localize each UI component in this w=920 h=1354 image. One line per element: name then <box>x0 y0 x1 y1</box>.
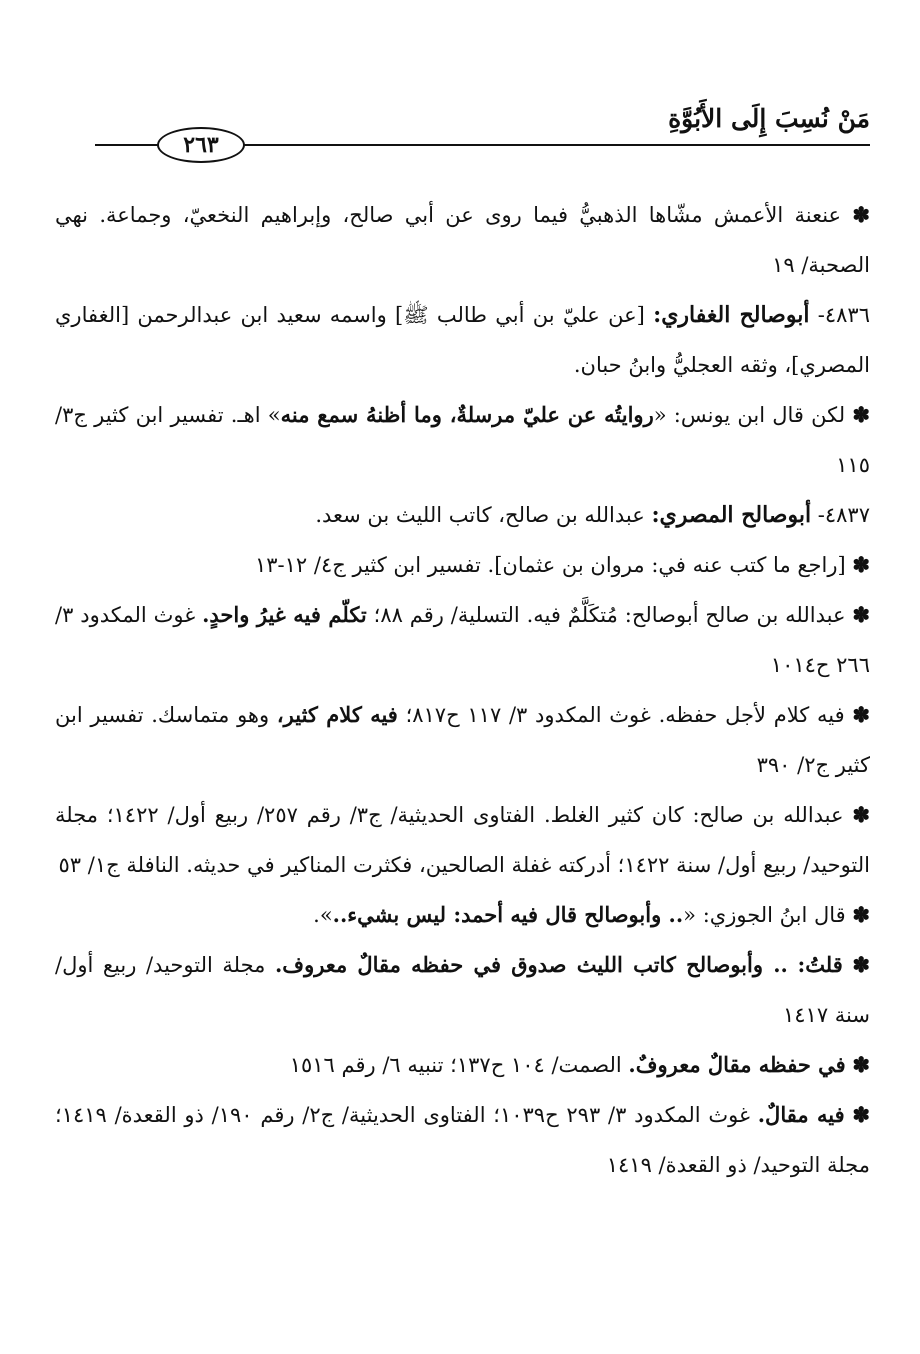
paragraph-text: فيه كلام لأجل حفظه. غوث المكدود ٣/ ١١٧ ح٨١٧؛ <box>405 703 845 727</box>
paragraph-8 <box>55 790 870 890</box>
entry-number: ٤٨٣٦- <box>817 303 870 327</box>
entry-number: ٤٨٣٧- <box>817 503 870 527</box>
page-body <box>55 190 870 1190</box>
entry-text: [عن عليّ بن أبي طالب ﷺ] واسمه سعيد ابن عبدالرحمن [الغفاري المصري]، وثقه العجليُّ وابنُ حبان. <box>55 303 870 377</box>
paragraph-10 <box>55 940 870 1040</box>
entry-4837 <box>55 490 870 540</box>
entry-4836 <box>55 290 870 390</box>
paragraph-text: ». <box>313 903 333 927</box>
star-bullet-icon: ✽ <box>852 902 870 927</box>
bold-text: .. وأبوصالح كاتب الليث صدوق في حفظه مقالٌ معروف. <box>275 952 788 977</box>
paragraph-text: الصمت/ ١٠٤ ح١٣٧؛ تنبيه ٦/ رقم ١٥١٦ <box>289 1053 622 1077</box>
quoted-text: .. وأبوصالح قال فيه أحمد: ليس بشيء.. <box>332 902 684 927</box>
bold-text: قلتُ: <box>797 952 843 977</box>
paragraph-12 <box>55 1090 870 1190</box>
star-bullet-icon: ✽ <box>852 202 870 227</box>
paragraph-3 <box>55 390 870 490</box>
entry-name: أبوصالح الغفاري: <box>653 302 810 328</box>
paragraph-text: وهو متماسك. تفسير ابن كثير ج٢/ ٣٩٠ <box>55 703 870 777</box>
page-header <box>95 100 870 170</box>
paragraph-6 <box>55 590 870 690</box>
star-bullet-icon: ✽ <box>852 1102 870 1127</box>
entry-name: أبوصالح المصري: <box>651 502 812 528</box>
paragraph-11 <box>55 1040 870 1090</box>
paragraph-text: عبدالله بن صالح أبوصالح: مُتكَلَّمٌ فيه. التسلية/ رقم ٨٨؛ <box>373 603 846 627</box>
paragraph-text: قال ابنُ الجوزي: « <box>683 903 846 927</box>
paragraph-text: غوث المكدود ٣/ ٢٩٣ ح١٠٣٩؛ الفتاوى الحديثية/ ج٢/ رقم ١٩٠/ ذو القعدة/ ١٤١٩؛ مجلة التوحيد/ ذو القعدة/ ١٤١٩ <box>55 1103 870 1177</box>
paragraph-5 <box>55 540 870 590</box>
star-bullet-icon: ✽ <box>852 702 870 727</box>
paragraph-text: عبدالله بن صالح: كان كثير الغلط. الفتاوى الحديثية/ ج٣/ رقم ٢٥٧/ ربيع أول/ ١٤٢٢؛ مجلة التوحيد/ ربيع أول/ سنة ١٤٢٢؛ أدركته غفلة الصالحين، فكثرت المناكير في حديثه. النافلة ج١/ ٥٣ <box>55 803 870 877</box>
paragraph-text: غوث المكدود ٣/ ٢٦٦ ح١٠١٤ <box>55 603 870 677</box>
paragraph-text: مجلة التوحيد/ ربيع أول/ سنة ١٤١٧ <box>55 953 870 1027</box>
paragraph-9 <box>55 890 870 940</box>
bold-text: تكلّم فيه غيرُ واحدٍ. <box>202 602 367 627</box>
bold-text: فيه مقالٌ. <box>757 1102 845 1127</box>
paragraph-text: » اهـ. تفسير ابن كثير ج٣/ ١١٥ <box>55 403 870 477</box>
star-bullet-icon: ✽ <box>852 802 870 827</box>
paragraph-text: لكن قال ابن يونس: « <box>653 403 846 427</box>
star-bullet-icon: ✽ <box>852 952 871 977</box>
paragraph-7 <box>55 690 870 790</box>
bold-text: فيه كلام كثير، <box>276 702 398 727</box>
page-number: ٢٦٣ <box>157 127 245 163</box>
star-bullet-icon: ✽ <box>852 602 870 627</box>
paragraph-text: [راجع ما كتب عنه في: مروان بن عثمان]. تفسير ابن كثير ج٤/ ١٢-١٣ <box>254 553 846 577</box>
star-bullet-icon: ✽ <box>852 552 870 577</box>
star-bullet-icon: ✽ <box>852 402 870 427</box>
entry-text: عبدالله بن صالح، كاتب الليث بن سعد. <box>315 503 645 527</box>
paragraph-1 <box>55 190 870 290</box>
running-title: مَنْ نُسِبَ إِلَى الأَبُوَّةِ <box>668 104 870 133</box>
bold-text: في حفظه مقالٌ معروفٌ. <box>628 1052 846 1077</box>
paragraph-text: عنعنة الأعمش مشّاها الذهبيُّ فيما روى عن أبي صالح، وإبراهيم النخعيّ، وجماعة. نهي الصحبة/ ١٩ <box>55 203 870 277</box>
star-bullet-icon: ✽ <box>852 1052 870 1077</box>
quoted-text: روايتُه عن عليّ مرسلةٌ، وما أظنهُ سمع منه <box>280 402 654 427</box>
